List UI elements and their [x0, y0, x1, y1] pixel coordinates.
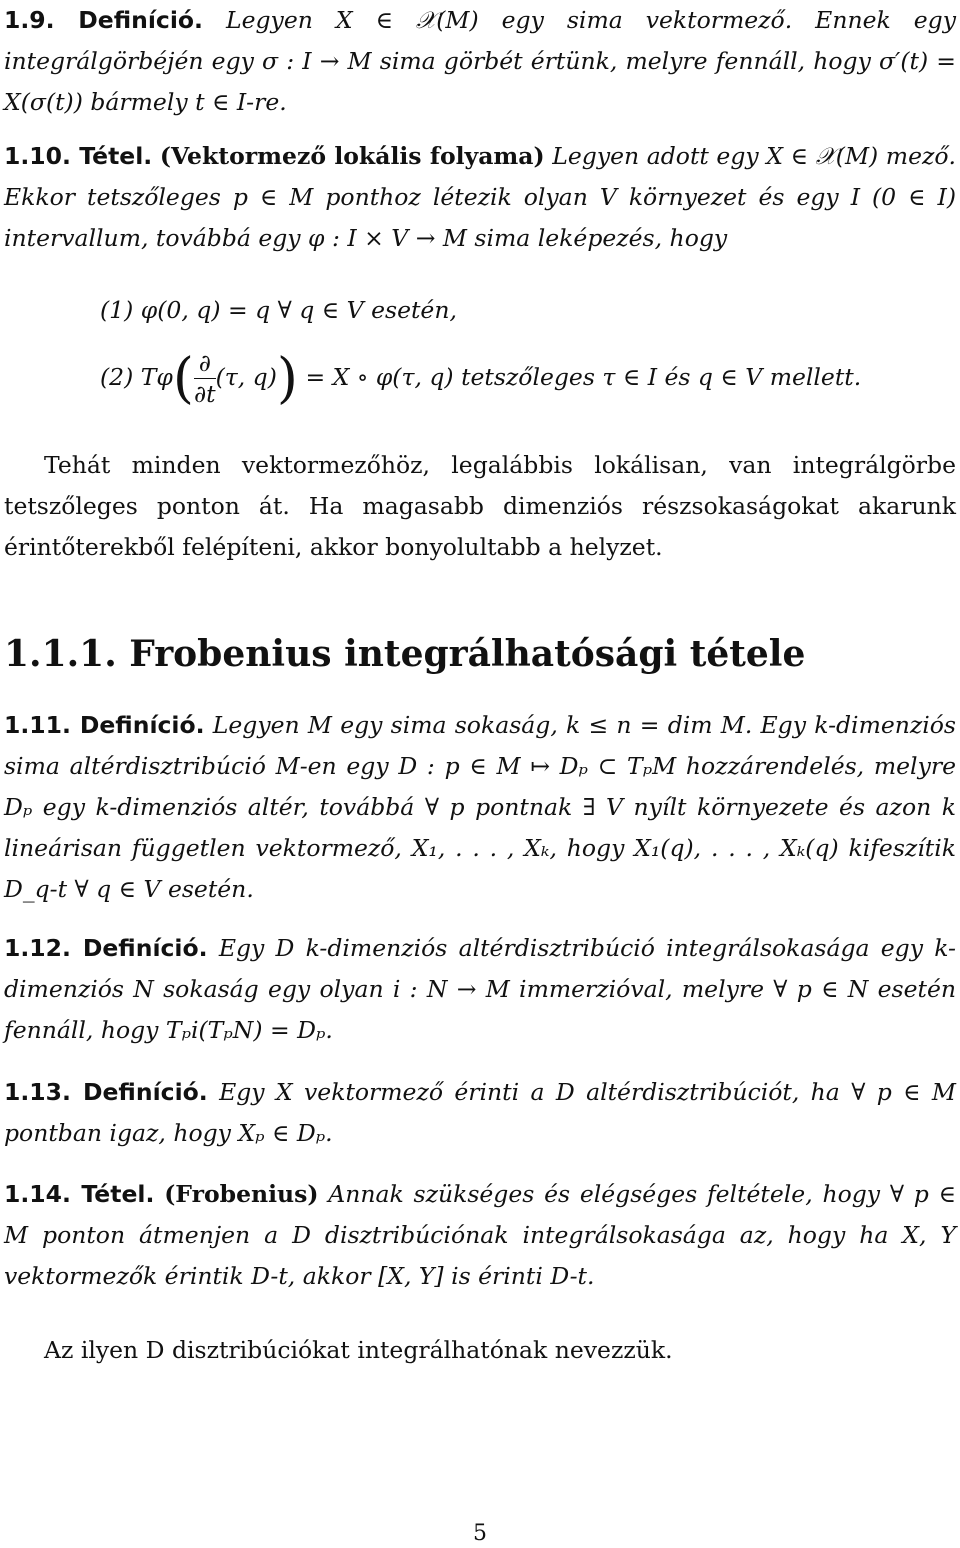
- remark-paragraph: Tehát minden vektormezőhöz, legalábbis lokálisan, van integrálgörbe tetszőleges ponton át. Ha magasabb dimenziós részsokaságokat akarunk érintőterekből felépíteni, akkor bonyolultabb a helyzet.: [4, 451, 956, 561]
- equation-2-args: (τ, q): [215, 363, 277, 391]
- definition-text: Egy D k-dimenziós altérdisztribúció integrálsokasága egy k-dimenziós N sokaság egy olyan i : N → M immerzióval, melyre ∀ p ∈ N esetén fennáll, hogy Tₚi(TₚN) = Dₚ.: [4, 934, 956, 1044]
- definition-1-9: [4, 0, 956, 123]
- section-heading: 1.1.1. Frobenius integrálhatósági tétele: [4, 633, 806, 675]
- equation-2-suffix: = X ∘ φ(τ, q) tetszőleges τ ∈ I és q ∈ V mellett.: [305, 363, 862, 391]
- definition-label: 1.11. Definíció.: [4, 711, 205, 739]
- definition-text: Legyen X ∈ 𝒳(M) egy sima vektormező. Ennek egy integrálgörbéjén egy σ : I → M sima görbét értünk, melyre fennáll, hogy σ′(t) = X(σ(t)) bármely t ∈ I-re.: [4, 6, 956, 116]
- equation-1: (1) φ(0, q) = q ∀ q ∈ V esetén,: [100, 296, 457, 324]
- partial-fraction: [194, 348, 216, 409]
- left-paren: (: [172, 346, 194, 410]
- definition-text: Egy X vektormező érinti a D altérdisztribúciót, ha ∀ p ∈ M pontban igaz, hogy Xₚ ∈ Dₚ.: [4, 1078, 956, 1147]
- theorem-label: 1.14. Tétel.: [4, 1180, 155, 1208]
- definition-label: 1.13. Definíció.: [4, 1078, 208, 1106]
- definition-label: 1.12. Definíció.: [4, 934, 208, 962]
- definition-1-11: [4, 705, 956, 910]
- definition-1-13: [4, 1072, 956, 1154]
- closing-paragraph: Az ilyen D disztribúciókat integrálhatónak nevezzük.: [44, 1336, 673, 1364]
- theorem-title: (Frobenius): [164, 1180, 319, 1208]
- theorem-label: 1.10. Tétel.: [4, 142, 153, 170]
- fraction-numerator: ∂: [194, 348, 216, 379]
- equation-2: [100, 348, 861, 409]
- equation-2-prefix: (2) Tφ: [100, 363, 173, 391]
- definition-label: 1.9. Definíció.: [4, 6, 203, 34]
- fraction-denominator: ∂t: [193, 380, 216, 408]
- theorem-1-10: [4, 136, 956, 259]
- page-number: 5: [473, 1521, 487, 1546]
- definition-text: Legyen M egy sima sokaság, k ≤ n = dim M. Egy k-dimenziós sima altérdisztribúció M-en egy D : p ∈ M ↦ Dₚ ⊂ TₚM hozzárendelés, melyre Dₚ egy k-dimenziós altér, továbbá ∀ p pontnak ∃ V nyílt környezete és azon k lineárisan független vektormező, X₁, . . . , Xₖ, hogy X₁(q), . . . , Xₖ(q) kifeszítik D_q-t ∀ q ∈ V esetén.: [4, 711, 956, 903]
- theorem-text: Annak szükséges és elégséges feltétele, hogy ∀ p ∈ M ponton átmenjen a D disztribúciónak integrálsokasága az, hogy ha X, Y vektormezők érintik D-t, akkor [X, Y] is érinti D-t.: [4, 1180, 956, 1290]
- theorem-title: (Vektormező lokális folyama): [159, 142, 545, 170]
- theorem-text: Legyen adott egy X ∈ 𝒳(M) mező. Ekkor tetszőleges p ∈ M ponthoz létezik olyan V környezet és egy I (0 ∈ I) intervallum, továbbá egy φ : I × V → M sima leképezés, hogy: [4, 142, 956, 252]
- definition-1-12: [4, 928, 956, 1051]
- right-paren: ): [276, 346, 298, 410]
- theorem-1-14: [4, 1174, 956, 1297]
